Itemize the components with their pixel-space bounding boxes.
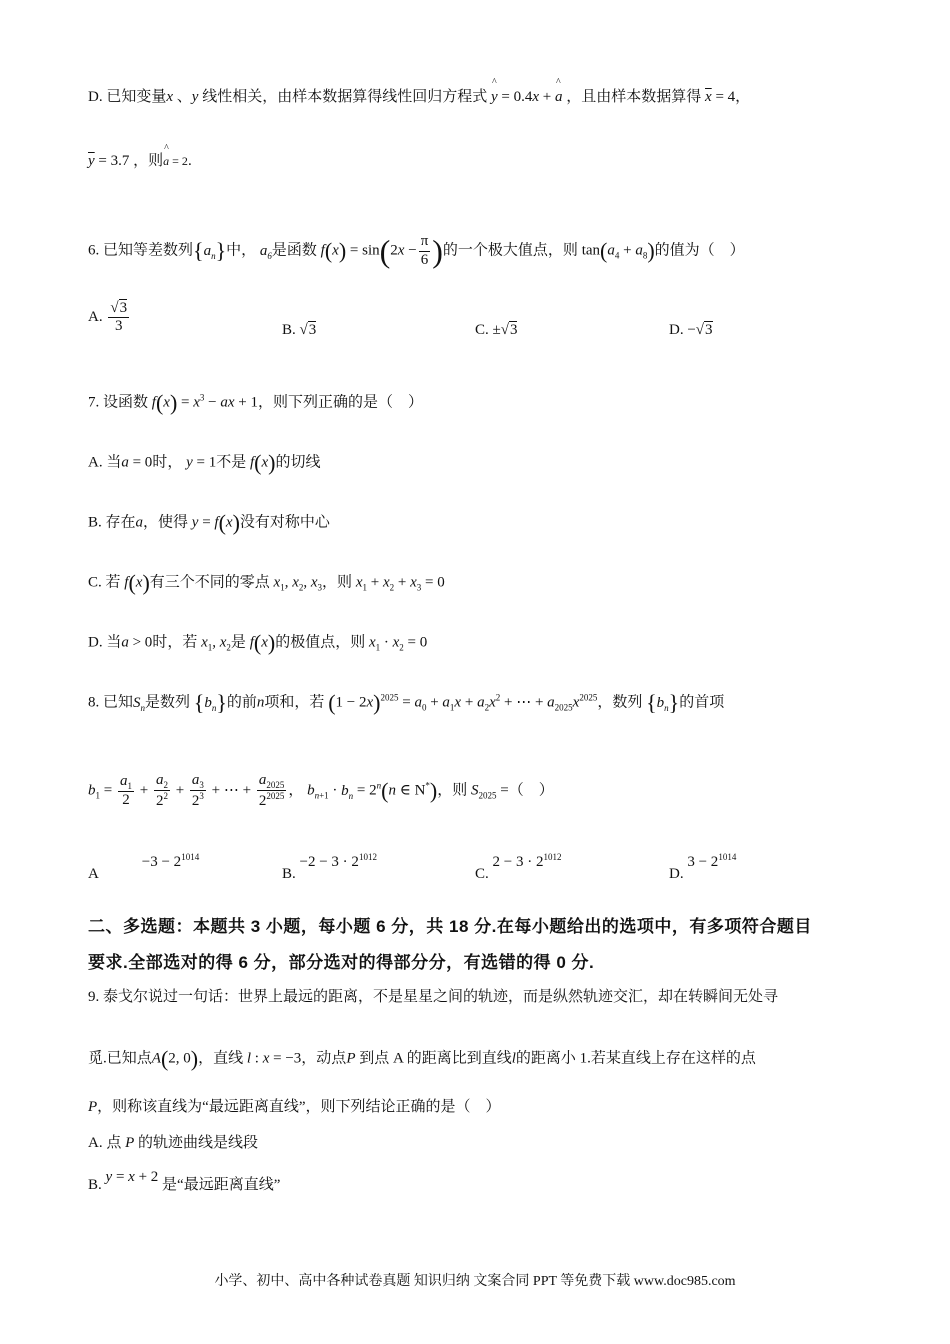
option-label: B. [282, 866, 296, 882]
q6-option-d[interactable]: D. −√3 [669, 322, 713, 338]
q9-option-a[interactable]: A. 点 P 的轨迹曲线是线段 [88, 1135, 259, 1151]
text: 6. 已知等差数列 [88, 242, 194, 259]
q5-option-d-line2: $\overline{y} = 3.7$ ，则^ a = 2. [88, 152, 192, 170]
text: 的轨迹曲线是线段 [138, 1135, 259, 1151]
q8-option-c[interactable]: C. $2 - 3 \cdot 2^{1012}$ [475, 852, 562, 882]
option-label: C. [475, 322, 489, 338]
section-heading-line1: 二、多选题：本题共 3 小题，每小题 6 分，共 18 分.在每小题给出的选项中，有多项符合题目 [88, 917, 812, 936]
text: ，且由样本数据算得 [566, 89, 702, 105]
text: 是数列 [145, 694, 191, 711]
q9-stem-line2: 觅.已知点A(2, 0)，直线 l : x = −3，动点P 到点 A 的距离比到直线l的距离小 1.若某直线上存在这样的点 [88, 1046, 756, 1071]
text: 有三个不同的零点 [149, 574, 270, 591]
text: ，直线 [198, 1050, 244, 1067]
text: A. 点 [88, 1135, 122, 1151]
text: D. 当 [88, 634, 122, 651]
text: B. [88, 1177, 102, 1193]
text: （ ） [508, 782, 554, 799]
option-label: B. [282, 322, 296, 338]
q9-stem-line3: P，则称该直线为“最远距离直线”，则下列结论正确的是（ ） [88, 1099, 501, 1115]
option-label: D. [669, 866, 684, 882]
page-footer: 小学、初中、高中各种试卷真题 知识归纳 文案合同 PPT 等免费下载 www.doc985.com [214, 1274, 736, 1289]
q7-option-d[interactable]: D. 当a > 0时，若 $x_1$, $x_2$是 f(x)的极值点，则 $x_1 \cdot x_2 = 0$ [88, 630, 428, 655]
q6-option-c[interactable]: C. ±√3 [475, 322, 518, 338]
text: 的前 [226, 694, 257, 711]
text: ，动点 [301, 1050, 347, 1067]
text: ，则 [437, 782, 468, 799]
text: 线性相关，由样本数据算得线性回归方程式 [202, 89, 488, 105]
text: ，则 [322, 574, 353, 591]
q7-option-b[interactable]: B. 存在a，使得 y = f(x)没有对称中心 [88, 510, 330, 535]
text: 中， [226, 242, 257, 259]
text: 的距离小 1.若某直线上存在这样的点 [515, 1050, 756, 1067]
text: 觅.已知点 [88, 1050, 152, 1067]
section-heading-line2: 要求.全部选对的得 6 分，部分选对的得部分分，有选错的得 0 分. [88, 953, 595, 972]
text: ，则称该直线为“最远距离直线”，则下列结论正确的是（ ） [97, 1099, 501, 1115]
q7-option-a[interactable]: A. 当a = 0时， y = 1不是 f(x)的切线 [88, 450, 321, 475]
text: 7. 设函数 [88, 394, 149, 411]
text: 是“最远距离直线” [162, 1177, 281, 1193]
text: 的极值点，则 [275, 634, 366, 651]
q8-option-d[interactable]: D. $3 - 2^{1014}$ [669, 852, 737, 882]
q7-stem: 7. 设函数 $f(x) = x^3$ − ax + 1，则下列正确的是（ ） [88, 390, 424, 415]
text: 到点 A 的距离比到直线 [359, 1050, 512, 1067]
text: ，数列 [597, 694, 643, 711]
q8-stem-line2: $b_1$ = $\frac{a_1}{2}$ + $\frac{a_2}{2^2}$ + $\frac{a_3}{2^3}$ + ⋯ + $\frac{a_{2025}}{2^{2025}}$ ， $b_{n+1} \cdot b_n = 2^n(n$ ∈ N*)，则 $S_{2025}$ =（ ） [88, 772, 554, 810]
option-label: C. [475, 866, 489, 882]
text: B. 存在 [88, 514, 136, 531]
q9-stem-line1: 9. 泰戈尔说过一句话：世界上最远的距离，不是星星之间的轨迹，而是纵然轨迹交汇，却在转瞬间无处寻 [88, 989, 779, 1005]
text: 不是 [216, 454, 247, 471]
text: ，使得 [143, 514, 189, 531]
text: 是函数 [271, 242, 317, 259]
q8-stem-line1: 8. 已知$S_n$是数列 $\{b_n\}$的前n项和，若 $(1 - 2x)^{2025} = a_0 + a_1x + a_2x^2$ + ⋯ + $a_{2025}x^{2025}$，数列 $\{b_n\}$的首项 [88, 690, 725, 715]
q8-option-b[interactable]: B. $-2 - 3 \cdot 2^{1012}$ [282, 852, 377, 882]
q6-option-a[interactable]: A. $\frac{√3}{3}$ [88, 300, 128, 335]
q6-stem: 6. 已知等差数列$\{a_n\}$中， $a_6$是函数 f(x) = sin(2x − $\frac{\pi}{6}$ )的一个极大值点，则 $\tan(a_4 + a_8)$的值为（ ） [88, 233, 745, 269]
text: 时，若 [152, 634, 198, 651]
text: 是 [230, 634, 246, 651]
q8-option-a[interactable]: $A -3 - 2^{1014}$ [88, 852, 200, 882]
q9-option-b[interactable]: B. y = x + 2 是“最远距离直线” [88, 1169, 281, 1193]
text: 时， [152, 454, 183, 471]
text: A. 当 [88, 454, 122, 471]
text: ，则 [133, 153, 164, 169]
text: 没有对称中心 [239, 514, 330, 531]
text: D. 已知变量 [88, 89, 167, 105]
option-label: A [88, 866, 99, 882]
option-label: A. [88, 309, 103, 326]
option-label: D. [669, 322, 684, 338]
text: 项和，若 [264, 694, 325, 711]
q5-option-d-line1: D. 已知变量x 、y 线性相关，由样本数据算得线性回归方程式 ^ y = 0.4x + ^ a ，且由样本数据算得 $\overline{x} = 4$， [88, 88, 750, 106]
q7-option-c[interactable]: C. 若 f(x)有三个不同的零点 $x_1$, $x_2$, $x_3$，则 $x_1 + x_2 + x_3 = 0$ [88, 570, 445, 595]
text: ，则下列正确的是（ ） [258, 394, 424, 411]
text: 8. 已知 [88, 694, 134, 711]
text: C. 若 [88, 574, 121, 591]
text: 的切线 [275, 454, 321, 471]
q6-option-b[interactable]: B. √3 [282, 322, 317, 338]
text: 的值为（ ） [654, 242, 745, 259]
text: 的一个极大值点，则 [442, 242, 578, 259]
text: 的首项 [679, 694, 725, 711]
